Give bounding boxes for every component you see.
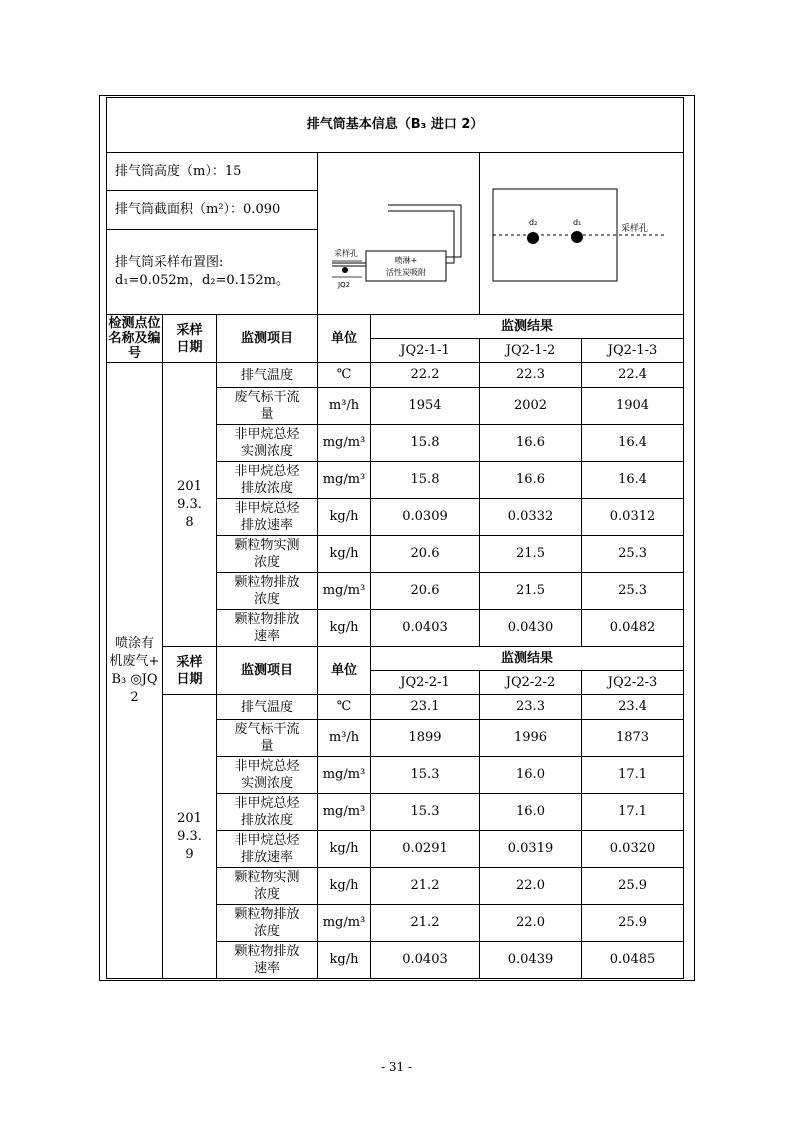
table-row <box>107 695 684 720</box>
point-id-label: JQ2 <box>338 281 351 289</box>
group-header-row <box>107 315 684 339</box>
result-value: 2002 <box>480 388 582 425</box>
monitoring-item: 非甲烷总烃排放速率 <box>217 831 318 868</box>
result-value: 0.0332 <box>480 499 582 536</box>
unit-cell: kg/h <box>318 868 371 905</box>
sample-id: JQ2-1-2 <box>480 339 582 363</box>
result-value: 0.0320 <box>582 831 684 868</box>
result-value: 15.3 <box>371 794 480 831</box>
layout-line-1: 排气筒采样布置图: <box>115 254 224 270</box>
layout-line-2: d₁=0.052m，d₂=0.152m。 <box>115 272 289 288</box>
unit-cell: kg/h <box>318 536 371 573</box>
sample-id: JQ2-1-3 <box>582 339 684 363</box>
result-value: 22.4 <box>582 363 684 388</box>
result-value: 1873 <box>582 720 684 757</box>
result-value: 25.9 <box>582 868 684 905</box>
result-value: 21.2 <box>371 905 480 942</box>
monitoring-item: 非甲烷总烃排放浓度 <box>217 794 318 831</box>
layout-description <box>107 229 318 314</box>
result-value: 21.2 <box>371 868 480 905</box>
result-value: 23.3 <box>480 695 582 720</box>
result-value: 17.1 <box>582 757 684 794</box>
process-diagram <box>318 153 480 308</box>
monitoring-item: 颗粒物排放速率 <box>217 942 318 979</box>
sample-date: 2019.3.9 <box>163 695 217 979</box>
result-value: 0.0312 <box>582 499 684 536</box>
sample-id: JQ2-2-2 <box>480 671 582 695</box>
monitoring-item: 非甲烷总烃实测浓度 <box>217 757 318 794</box>
monitoring-item: 非甲烷总烃排放速率 <box>217 499 318 536</box>
result-value: 25.3 <box>582 536 684 573</box>
unit-cell: ℃ <box>318 695 371 720</box>
result-value: 1899 <box>371 720 480 757</box>
result-value: 0.0439 <box>480 942 582 979</box>
result-value: 16.6 <box>480 425 582 462</box>
result-value: 15.8 <box>371 425 480 462</box>
results-header: 监测结果 <box>371 647 684 671</box>
table-row <box>107 363 684 388</box>
d2-label: d₂ <box>528 218 537 227</box>
result-value: 23.4 <box>582 695 684 720</box>
unit-cell: m³/h <box>318 388 371 425</box>
sample-id: JQ2-2-1 <box>371 671 480 695</box>
sampling-hole-label: 采样孔 <box>334 249 358 258</box>
stack-area: 排气筒截面积（m²）：0.090 <box>107 191 318 229</box>
result-value: 16.4 <box>582 425 684 462</box>
date-header: 采样日期 <box>163 315 217 363</box>
result-value: 0.0482 <box>582 610 684 647</box>
result-value: 15.3 <box>371 757 480 794</box>
unit-cell: mg/m³ <box>318 573 371 610</box>
result-value: 0.0309 <box>371 499 480 536</box>
monitoring-item: 非甲烷总烃排放浓度 <box>217 462 318 499</box>
result-value: 17.1 <box>582 794 684 831</box>
diagram-right-cell <box>480 153 684 315</box>
location-header: 检测点位名称及编号 <box>108 316 161 361</box>
monitoring-item: 颗粒物排放浓度 <box>217 573 318 610</box>
result-value: 20.6 <box>371 536 480 573</box>
monitoring-item: 颗粒物排放速率 <box>217 610 318 647</box>
unit-cell: ℃ <box>318 363 371 388</box>
unit-cell: mg/m³ <box>318 757 371 794</box>
result-value: 16.4 <box>582 462 684 499</box>
result-value: 0.0403 <box>371 942 480 979</box>
d1-label: d₁ <box>572 218 581 227</box>
result-value: 16.6 <box>480 462 582 499</box>
result-value: 0.0430 <box>480 610 582 647</box>
monitoring-item: 颗粒物排放浓度 <box>217 905 318 942</box>
unit-cell: kg/h <box>318 831 371 868</box>
location-cell: 喷涂有机废气+B₃ ◎JQ2 <box>107 363 163 979</box>
result-value: 0.0485 <box>582 942 684 979</box>
unit-cell: kg/h <box>318 942 371 979</box>
unit-cell: mg/m³ <box>318 462 371 499</box>
results-header: 监测结果 <box>371 315 684 339</box>
monitoring-item: 非甲烷总烃实测浓度 <box>217 425 318 462</box>
group-header-row <box>107 647 684 671</box>
unit-cell: mg/m³ <box>318 794 371 831</box>
stack-info-table <box>106 97 684 979</box>
result-value: 0.0291 <box>371 831 480 868</box>
unit-cell: mg/m³ <box>318 425 371 462</box>
point-d1 <box>571 231 583 243</box>
result-value: 1954 <box>371 388 480 425</box>
point-d2 <box>527 232 539 244</box>
unit-cell: m³/h <box>318 720 371 757</box>
item-header: 监测项目 <box>217 647 318 695</box>
stack-height: 排气筒高度（m）：15 <box>107 153 318 191</box>
table-title: 排气筒基本信息（B₃ 进口 2） <box>107 98 684 153</box>
result-value: 22.3 <box>480 363 582 388</box>
diagram-left-cell <box>318 153 480 315</box>
page-number: - 31 - <box>380 1060 412 1074</box>
item-header: 监测项目 <box>217 315 318 363</box>
unit-cell: mg/m³ <box>318 905 371 942</box>
sample-id: JQ2-1-1 <box>371 339 480 363</box>
result-value: 21.5 <box>480 573 582 610</box>
monitoring-item: 排气温度 <box>217 363 318 388</box>
result-value: 16.0 <box>480 757 582 794</box>
result-value: 21.5 <box>480 536 582 573</box>
monitoring-item: 颗粒物实测浓度 <box>217 868 318 905</box>
box-label-1: 喷淋+ <box>394 256 418 265</box>
monitoring-item: 废气标干流量 <box>217 720 318 757</box>
monitoring-item: 废气标干流量 <box>217 388 318 425</box>
result-value: 1904 <box>582 388 684 425</box>
result-value: 22.2 <box>371 363 480 388</box>
unit-cell: kg/h <box>318 499 371 536</box>
date-header: 采样日期 <box>163 647 217 695</box>
sampling-hole-right-label: 采样孔 <box>620 224 648 234</box>
result-value: 15.8 <box>371 462 480 499</box>
sampling-point-dot <box>342 267 348 273</box>
result-value: 22.0 <box>480 868 582 905</box>
monitoring-item: 颗粒物实测浓度 <box>217 536 318 573</box>
result-value: 0.0319 <box>480 831 582 868</box>
box-label-2: 活性炭吸附 <box>386 268 426 277</box>
result-value: 20.6 <box>371 573 480 610</box>
result-value: 0.0403 <box>371 610 480 647</box>
unit-header: 单位 <box>318 647 371 695</box>
monitoring-item: 排气温度 <box>217 695 318 720</box>
unit-header: 单位 <box>318 315 371 363</box>
sample-date: 2019.3.8 <box>163 363 217 647</box>
cross-section-diagram <box>481 153 683 308</box>
result-value: 22.0 <box>480 905 582 942</box>
result-value: 23.1 <box>371 695 480 720</box>
result-value: 1996 <box>480 720 582 757</box>
result-value: 16.0 <box>480 794 582 831</box>
report-table-container <box>106 97 683 981</box>
result-value: 25.9 <box>582 905 684 942</box>
sample-id: JQ2-2-3 <box>582 671 684 695</box>
result-value: 25.3 <box>582 573 684 610</box>
unit-cell: kg/h <box>318 610 371 647</box>
